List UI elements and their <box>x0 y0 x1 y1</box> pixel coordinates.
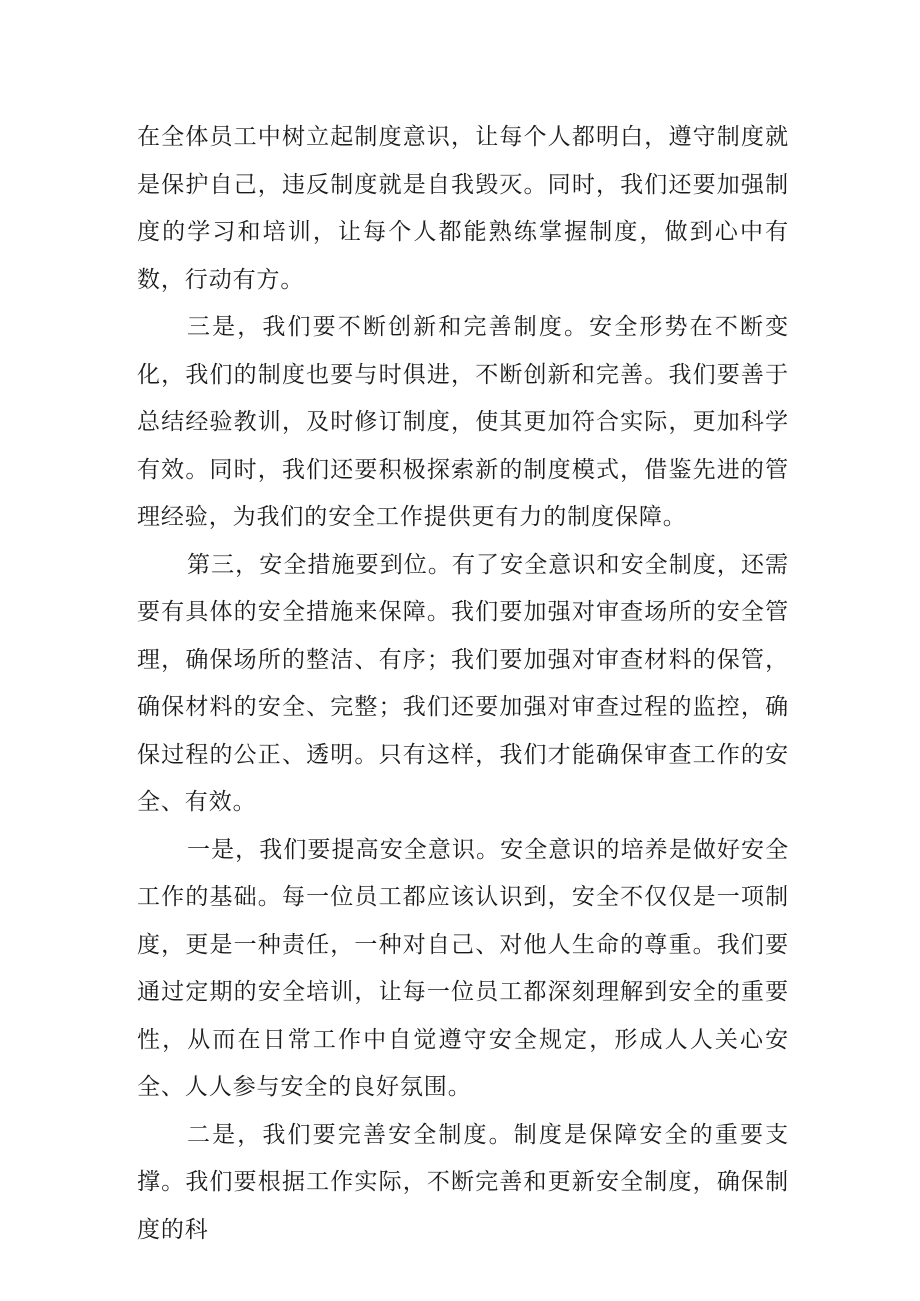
paragraph-5: 二是，我们要完善安全制度。制度是保障安全的重要支撑。我们要根据工作实际，不断完善和更新安全制度，确保制度的科 <box>137 1121 789 1243</box>
paragraph-4: 一是，我们要提高安全意识。安全意识的培养是做好安全工作的基础。每一位员工都应该认识到，安全不仅仅是一项制度，更是一种责任，一种对自己、对他人生命的尊重。我们要通过定期的安全培训，让每一位员工都深刻理解到安全的重要性，从而在日常工作中自觉遵守安全规定，形成人人关心安全、人人参与安全的良好氛围。 <box>137 836 789 1100</box>
paragraph-3: 第三，安全措施要到位。有了安全意识和安全制度，还需要有具体的安全措施来保障。我们要加强对审查场所的安全管理，确保场所的整洁、有序；我们要加强对审查材料的保管，确保材料的安全、完整；我们还要加强对审查过程的监控，确保过程的公正、透明。只有这样，我们才能确保审查工作的安全、有效。 <box>137 551 789 815</box>
document-body <box>137 114 789 1254</box>
paragraph-2: 三是，我们要不断创新和完善制度。安全形势在不断变化，我们的制度也要与时俱进，不断创新和完善。我们要善于总结经验教训，及时修订制度，使其更加符合实际，更加科学有效。同时，我们还要积极探索新的制度模式，借鉴先进的管理经验，为我们的安全工作提供更有力的制度保障。 <box>137 314 789 530</box>
paragraph-1: 在全体员工中树立起制度意识，让每个人都明白，遵守制度就是保护自己，违反制度就是自我毁灭。同时，我们还要加强制度的学习和培训，让每个人都能熟练掌握制度，做到心中有数，行动有方。 <box>137 124 789 293</box>
